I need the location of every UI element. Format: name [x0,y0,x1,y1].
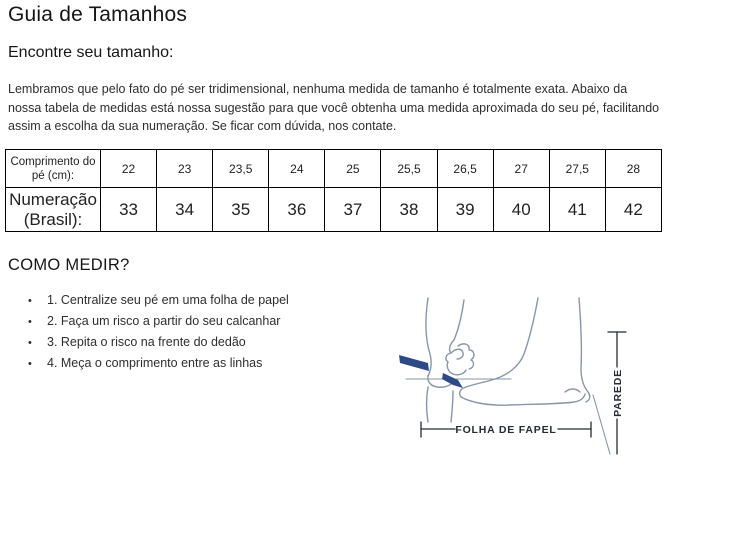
paper-sheet-label: FOLHA DE FAPEL [455,424,557,436]
intro-paragraph [8,80,718,136]
brazil-size-cell: 42 [605,188,661,232]
brazil-size-cell: 34 [157,188,213,232]
bullet-icon: • [28,358,32,370]
brazil-size-cell: 35 [213,188,269,232]
row-header-foot-length: Comprimento do pé (cm): [6,150,101,188]
step-text: 2. Faça um risco a partir do seu calcanhar [47,314,281,328]
foot-length-cell: 23 [157,150,213,188]
brazil-size-cell: 39 [437,188,493,232]
step-text: 3. Repita o risco na frente do dedão [47,335,246,349]
foot-length-cell: 27,5 [549,150,605,188]
foot-length-cell: 28 [605,150,661,188]
brazil-size-cell: 36 [269,188,325,232]
bullet-icon: • [28,316,32,328]
find-your-size-subtitle: Encontre seu tamanho: [8,44,174,61]
table-row-foot-length [6,150,662,188]
step-text: 4. Meça o comprimento entre as linhas [47,356,263,370]
intro-line: nossa tabela de medidas está nossa sugestão para que você obtenha uma medida aproximada do seu pé, facilitando [8,100,660,115]
list-item [28,290,289,311]
bullet-icon: • [28,337,32,349]
list-item [28,332,289,353]
foot-length-cell: 27 [493,150,549,188]
foot-length-cell: 22 [101,150,157,188]
row-header-brazil-size: Numeração (Brasil): [6,188,101,232]
how-to-measure-heading: COMO MEDIR? [8,256,130,274]
brazil-size-cell: 37 [325,188,381,232]
foot-length-cell: 24 [269,150,325,188]
intro-line: assim a escolha da sua numeração. Se ficar com dúvida, nos contate. [8,119,397,133]
page-title: Guia de Tamanhos [8,3,188,26]
foot-length-cell: 23,5 [213,150,269,188]
size-conversion-table [5,149,662,232]
wall-label: PAREDE [612,369,624,417]
foot-measuring-diagram [398,296,658,471]
foot-length-cell: 25,5 [381,150,437,188]
list-item [28,311,289,332]
step-text: 1. Centralize seu pé em uma folha de papel [47,293,289,307]
brazil-size-cell: 33 [101,188,157,232]
intro-line: Lembramos que pelo fato do pé ser tridimensional, nenhuma medida de tamanho é totalmente exata. Abaixo da [8,82,628,96]
table-row-brazil-size [6,188,662,232]
foot-length-cell: 25 [325,150,381,188]
measure-steps-list [28,290,289,374]
foot-length-cell: 26,5 [437,150,493,188]
brazil-size-cell: 38 [381,188,437,232]
bullet-icon: • [28,295,32,307]
list-item [28,353,289,374]
brazil-size-cell: 40 [493,188,549,232]
brazil-size-cell: 41 [549,188,605,232]
